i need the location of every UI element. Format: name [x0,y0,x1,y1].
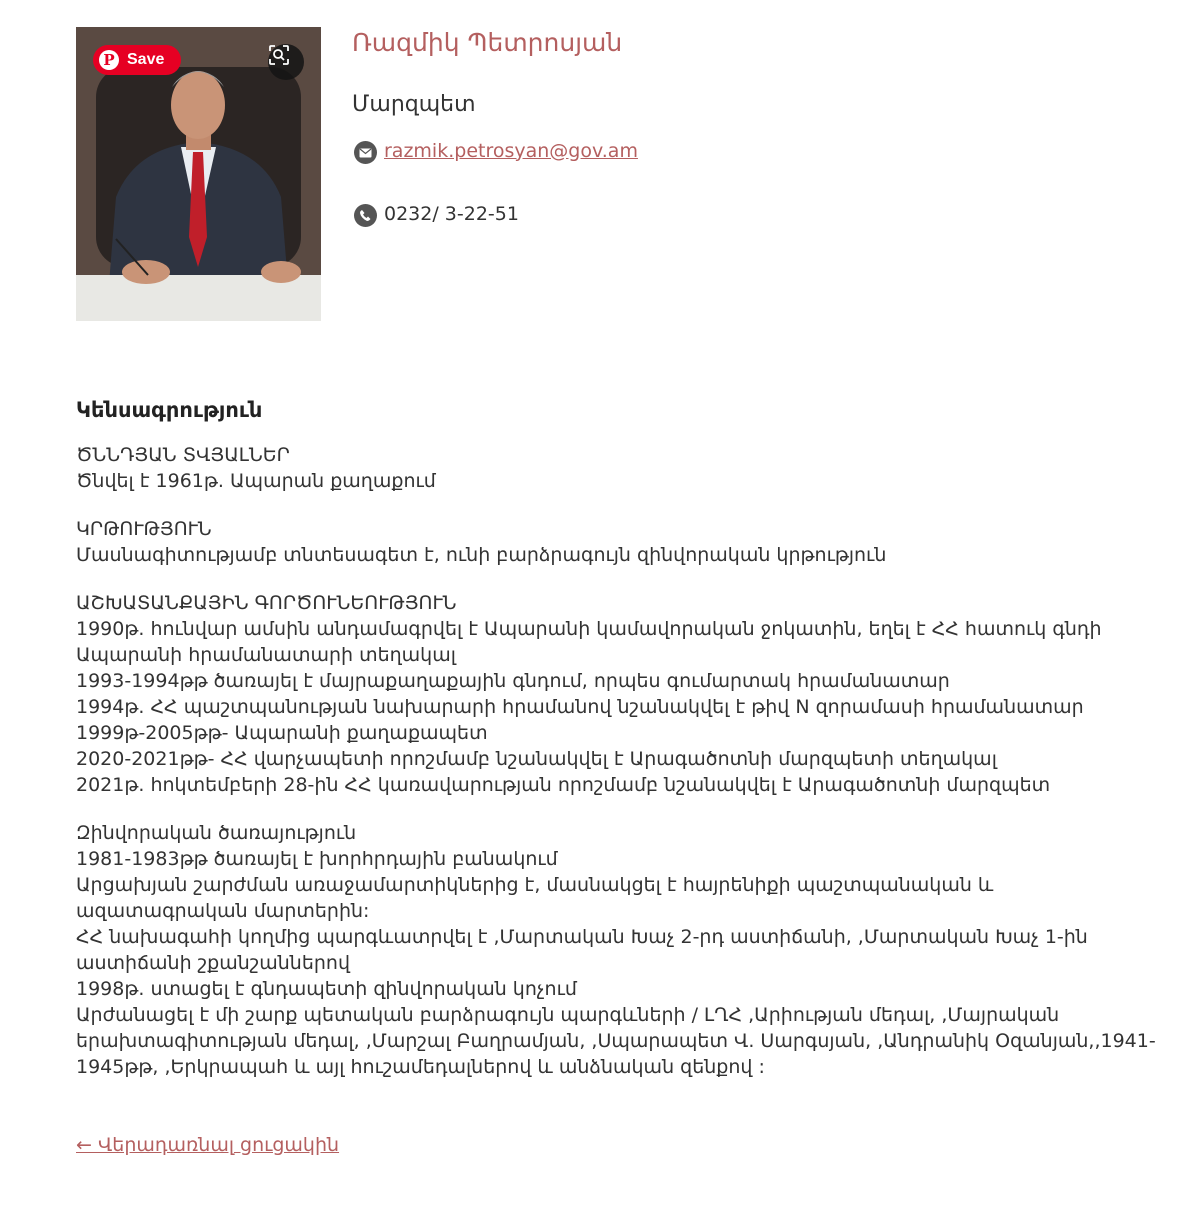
profile-name: Ռազմիկ Պետրոսյան [352,28,623,57]
bio-line: 1998թ. ստացել է գնդապետի զինվորական կոչում [76,978,577,1000]
envelope-icon [354,141,377,164]
bio-line: 2021թ. հոկտեմբերի 28-ին ՀՀ կառավարության որոշմամբ նշանակվել է Արագածոտնի մարզպետ [76,774,1051,796]
phone-icon [354,204,377,227]
bio-line: 1981-1983թթ ծառայել է խորհրդային բանակում [76,848,558,870]
bio-line: Ծնվել է 1961թ. Ապարան քաղաքում [76,470,436,492]
bio-line: Արժանացել է մի շարք պետական բարձրագույն պարգևների / ԼՂՀ ,Արիության մեդալ, ,Մայրական երախտագիտության մեդալ, ,Մարշալ Բաղրամյան, ,Սպարապետ Վ. Սարգսյան, ,Անդրանիկ Օզանյան,,1941-1945թթ, ,Երկրապահ և այլ հուշամեդալներով և անձնական զենքով : [76,1004,1156,1078]
phone-row [354,200,519,227]
pinterest-icon: P [99,50,119,70]
bio-line: 1993-1994թթ ծառայել է մայրաքաղաքային գնդում, որպես գումարտակ հրամանատար [76,670,950,692]
bio-section-title: ԾՆՆԴՅԱՆ ՏՎՅԱԼՆԵՐ [76,444,290,466]
email-row [354,137,638,164]
bio-section-title: ԱՇԽԱՏԱՆՔԱՅԻՆ ԳՈՐԾՈՒՆԵՈՒԹՅՈՒՆ [76,592,457,614]
bio-content [76,442,1166,1102]
save-label: Save [127,51,165,68]
bio-section-title: ԿՐԹՈՒԹՅՈՒՆ [76,518,212,540]
bio-section-career [76,590,1166,798]
phone-number: 0232/ 3-22-51 [384,202,519,225]
bio-line: ՀՀ նախագահի կողմից պարգևատրվել է ,Մարտական Խաչ 2-րդ աստիճանի, ,Մարտական Խաչ 1-ին աստիճանի շքանշաններով [76,926,1088,974]
bio-section-title: Զինվորական ծառայություն [76,822,357,844]
bio-line: 2020-2021թթ- ՀՀ վարչապետի որոշմամբ նշանակվել է Արագածոտնի մարզպետի տեղակալ [76,748,997,770]
email-link[interactable]: razmik.petrosyan@gov.am [384,139,638,162]
bio-line: Մասնագիտությամբ տնտեսագետ է, ունի բարձրագույն զինվորական կրթություն [76,544,887,566]
bio-heading: Կենսագրություն [76,398,263,422]
bio-line: 1994թ. ՀՀ պաշտպանության նախարարի հրամանով նշանակվել է թիվ N զորամասի հրամանատար [76,696,1084,718]
pinterest-save-button[interactable] [93,45,181,75]
bio-line: 1999թ-2005թթ- Ապարանի քաղաքապետ [76,722,488,744]
bio-section-education [76,516,1166,568]
profile-position: Մարզպետ [352,92,476,117]
bio-section-birth [76,442,1166,494]
profile-photo [76,27,321,321]
visual-search-button[interactable] [268,44,304,80]
bio-section-military [76,820,1166,1080]
bio-line: Արցախյան շարժման առաջամարտիկներից է, մասնակցել է հայրենիքի պաշտպանական և ազատագրական մարտերին: [76,874,994,922]
back-to-list-link[interactable]: ← Վերադառնալ ցուցակին [76,1134,340,1156]
visual-search-icon [268,44,290,66]
bio-line: 1990թ. հունվար ամսին անդամագրվել է Ապարանի կամավորական ջոկատին, եղել է ՀՀ հատուկ գնդի Ապարանի հրամանատարի տեղակալ [76,618,1102,666]
